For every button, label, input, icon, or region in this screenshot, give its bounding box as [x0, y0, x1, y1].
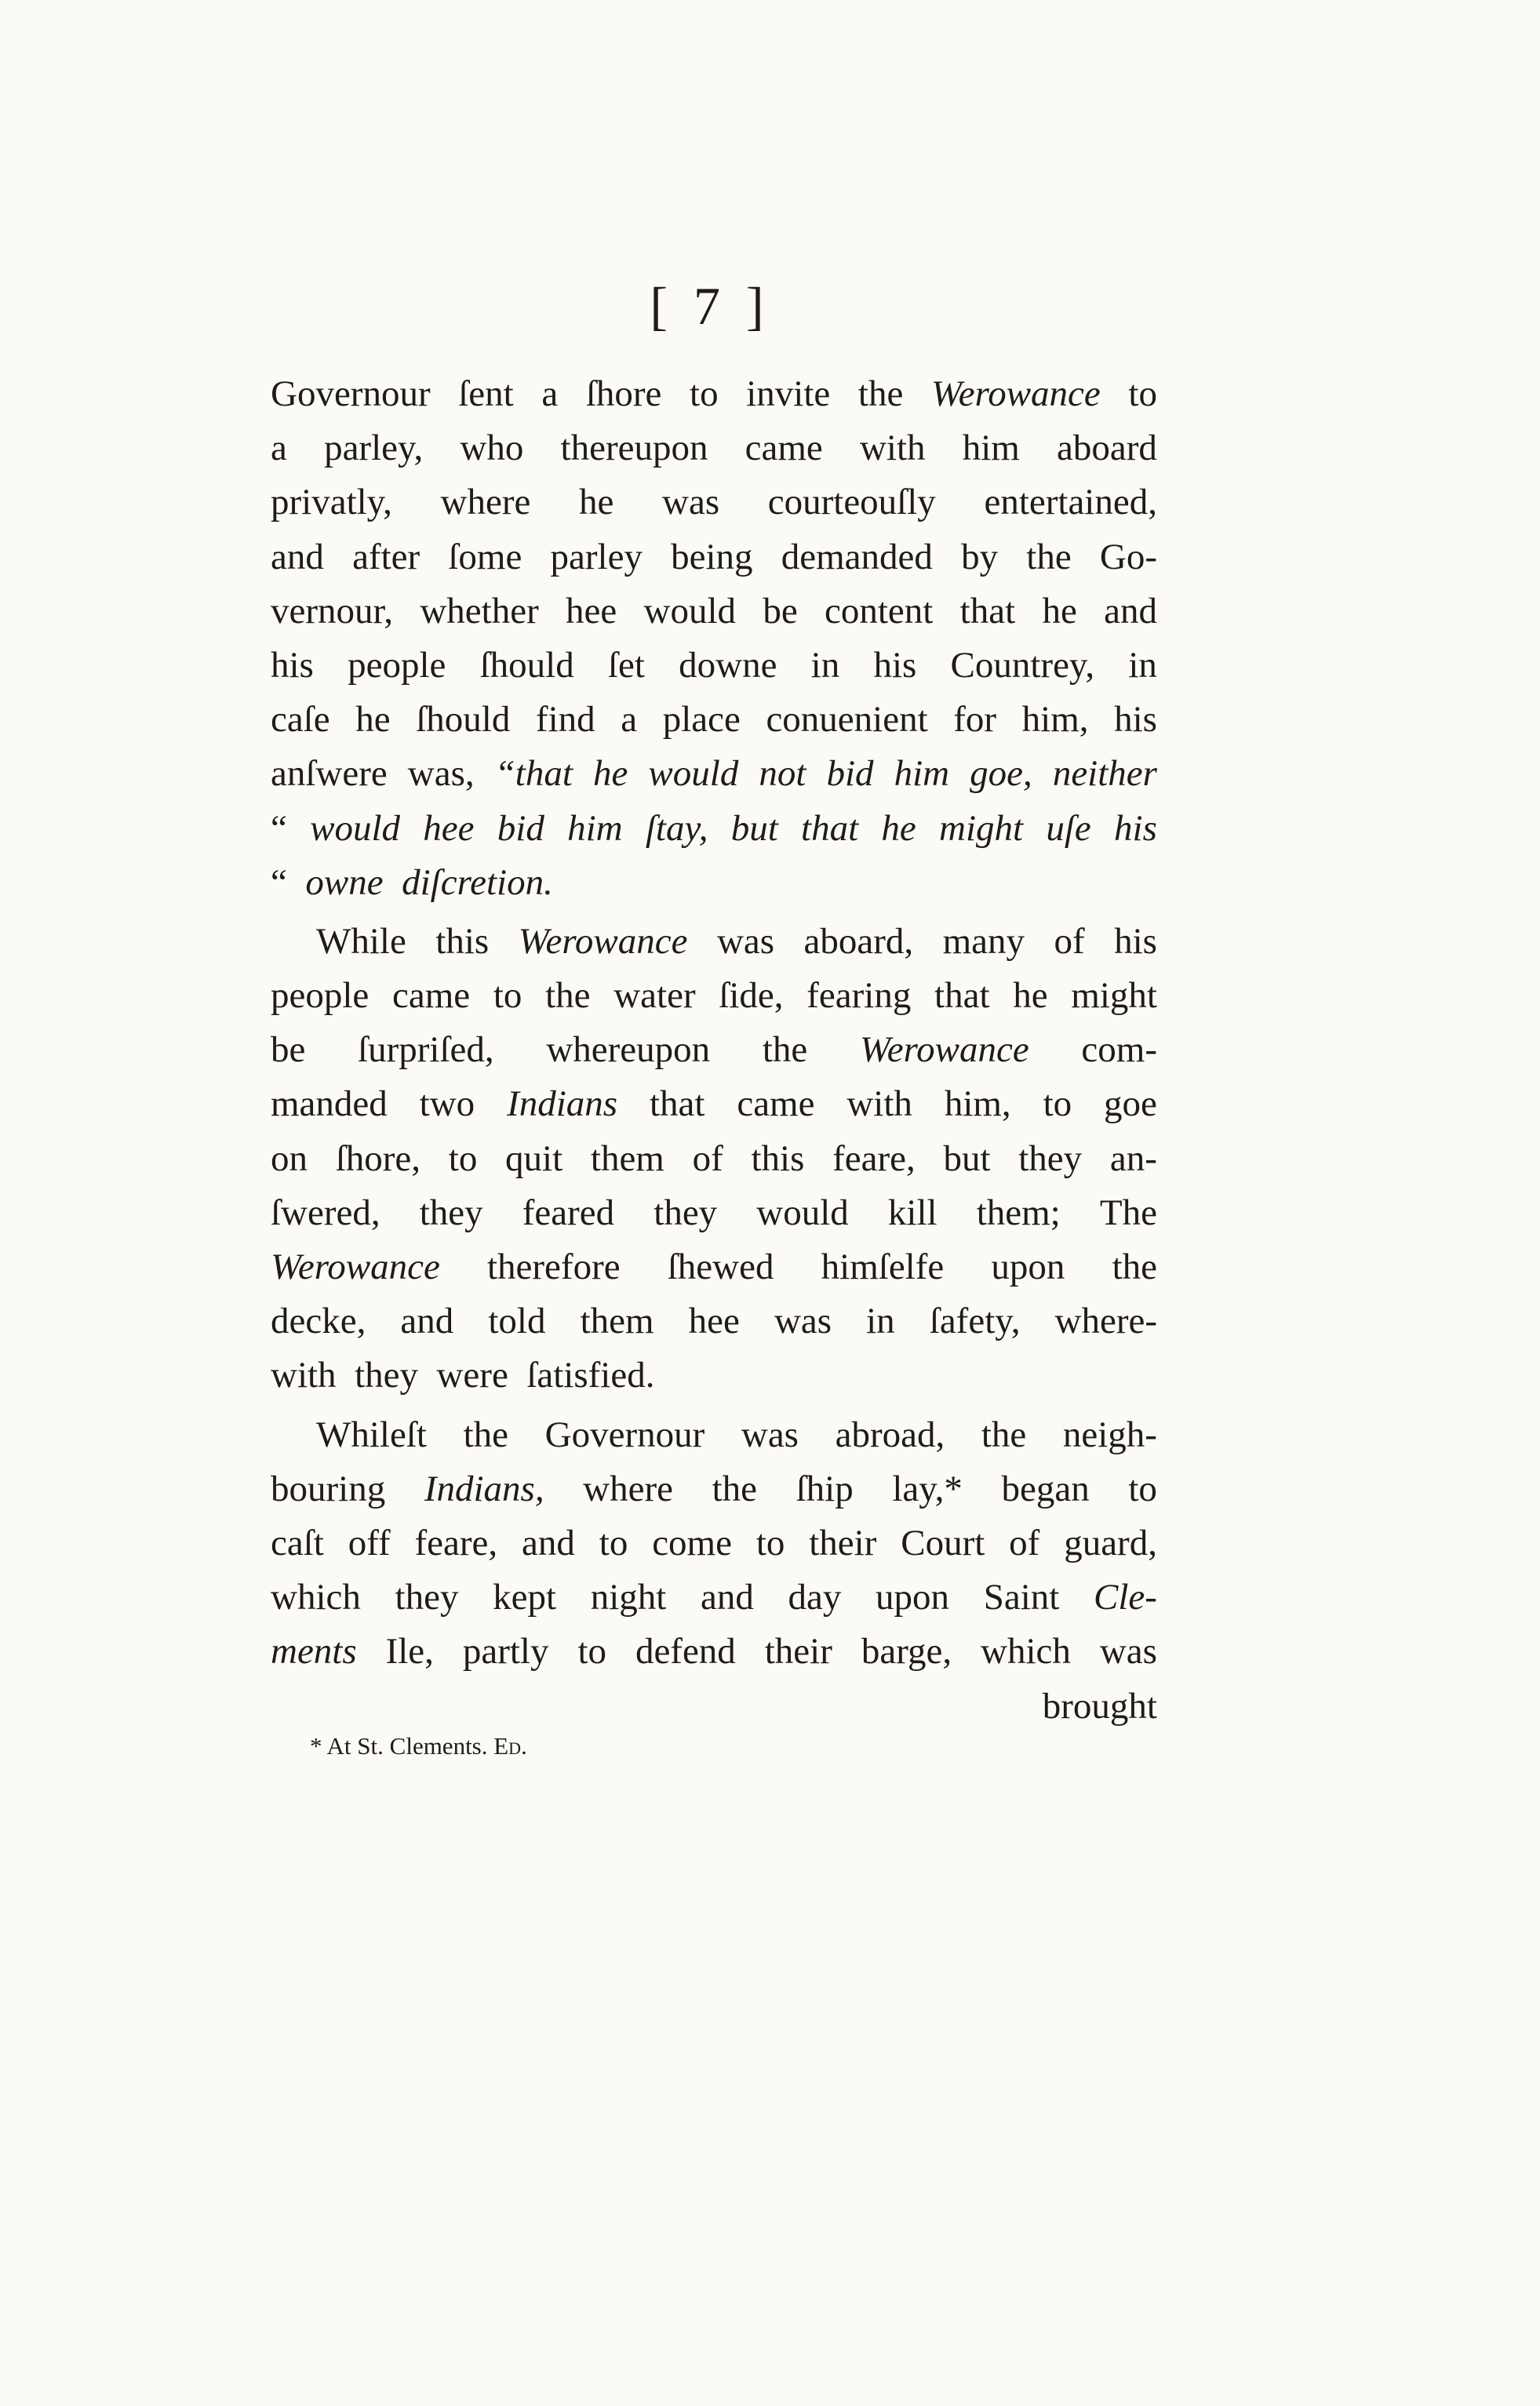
word: Indians, [424, 1468, 544, 1509]
word: the [762, 1029, 808, 1071]
word: Cle- [1093, 1577, 1157, 1618]
word: that [801, 807, 859, 849]
word: hee [423, 807, 475, 849]
word: to [1043, 1083, 1072, 1125]
word: was [774, 1301, 832, 1342]
word: that [649, 1083, 705, 1125]
word: guard, [1064, 1522, 1157, 1563]
text-line [271, 802, 1157, 856]
word: in [810, 644, 840, 686]
word: “ [271, 861, 287, 903]
word: parley, [324, 428, 424, 469]
word: and [522, 1522, 575, 1563]
word: a [271, 428, 287, 469]
word: barge, [861, 1631, 952, 1673]
footnote [310, 1734, 527, 1758]
word: of [692, 1137, 723, 1179]
word: told [488, 1301, 546, 1342]
word: he [592, 753, 628, 795]
word: The [1099, 1192, 1157, 1233]
word: “ [271, 807, 287, 849]
word: the [463, 1414, 509, 1455]
text-line [271, 1516, 1157, 1571]
word: neither [1052, 753, 1157, 795]
text-line [271, 1462, 1157, 1516]
word: Indians [507, 1083, 618, 1125]
word: ſhore [585, 373, 662, 414]
word: them [580, 1301, 654, 1342]
word: bid [826, 753, 874, 795]
word: he [355, 699, 391, 741]
word: Whileſt [316, 1414, 427, 1455]
word: ſhould [479, 644, 574, 686]
word: with [846, 1083, 912, 1125]
word: courteouſly [767, 482, 936, 523]
word: brought [1042, 1685, 1157, 1727]
word: quit [505, 1137, 563, 1179]
word: ments [271, 1631, 357, 1673]
word: water [613, 975, 696, 1017]
word: to [448, 1137, 478, 1179]
word: Werowance [271, 1247, 440, 1287]
word: ſome [448, 536, 522, 577]
word: thereupon [560, 428, 708, 469]
word: Court [901, 1522, 985, 1563]
word: ſhewed [667, 1247, 774, 1287]
word: that [934, 975, 990, 1017]
word: to [599, 1522, 628, 1563]
text-line [271, 1625, 1157, 1679]
word: his [271, 644, 314, 686]
text-line [271, 530, 1157, 584]
word: in [866, 1301, 895, 1342]
word: ſurpriſed, [358, 1029, 494, 1071]
word: upon [876, 1577, 950, 1618]
text-line [271, 1571, 1157, 1625]
word: day [788, 1577, 842, 1618]
word: upon [991, 1247, 1065, 1287]
word: be [763, 590, 798, 632]
word: that [959, 590, 1016, 632]
text-line [271, 915, 1157, 969]
word: hee [566, 590, 617, 632]
word: would [643, 590, 737, 632]
word: his [1114, 699, 1157, 741]
word: they [1018, 1137, 1083, 1179]
word: two [419, 1083, 475, 1125]
word: Werowance [859, 1029, 1029, 1071]
word: was [662, 482, 720, 523]
word: came [737, 1083, 815, 1125]
word: find [535, 699, 595, 741]
text-line [271, 1349, 1157, 1403]
word: ſatisfied. [526, 1355, 655, 1396]
word: owne [305, 861, 384, 903]
word: parley [550, 536, 643, 577]
text-line [271, 856, 1157, 910]
word: to [755, 1522, 785, 1563]
word: to [493, 975, 522, 1017]
word: manded [271, 1083, 388, 1125]
word: Saint [983, 1577, 1060, 1618]
word: for [953, 699, 997, 741]
word: where- [1054, 1301, 1157, 1342]
word: caſt [271, 1522, 324, 1563]
word: neigh- [1062, 1414, 1157, 1455]
word: they [419, 1192, 483, 1233]
word: defend [635, 1631, 736, 1673]
word: him [962, 428, 1020, 469]
word: ſhip [795, 1468, 854, 1509]
word: of [1009, 1522, 1040, 1563]
word: off [348, 1522, 391, 1563]
word: While [316, 920, 406, 962]
word: his [1114, 807, 1157, 849]
word: the [981, 1414, 1027, 1455]
word: hee [688, 1301, 740, 1342]
word: on [271, 1137, 308, 1179]
text-line [271, 747, 1157, 801]
body-text [271, 367, 1157, 1734]
word: his [873, 644, 917, 686]
word: by [961, 536, 999, 577]
word: content [825, 590, 934, 632]
word: uſe [1046, 807, 1091, 849]
text-line [271, 1240, 1157, 1294]
word: was, [407, 753, 475, 795]
word: downe [679, 644, 777, 686]
word: kill [887, 1192, 937, 1233]
text-line [271, 1077, 1157, 1131]
word: Governour [544, 1414, 705, 1455]
word: bid [497, 807, 544, 849]
word: Governour [271, 373, 431, 414]
word: Go- [1099, 536, 1157, 577]
word: being [671, 536, 753, 577]
word: lay,* [892, 1468, 963, 1509]
word: they [355, 1355, 418, 1396]
word: with [859, 428, 926, 469]
word: night [590, 1577, 667, 1618]
word: Werowance [518, 920, 688, 962]
word: in [1128, 644, 1157, 686]
word: ſide, [719, 975, 784, 1017]
word: entertained, [984, 482, 1157, 523]
word: come [652, 1522, 732, 1563]
word: was [1099, 1631, 1157, 1673]
word: ſhould [416, 699, 511, 741]
word: he [1013, 975, 1048, 1017]
word: which [981, 1631, 1071, 1673]
footnote-editor-mark: Ed. [493, 1732, 527, 1760]
word: where [583, 1468, 673, 1509]
word: would [648, 753, 739, 795]
word: he [1042, 590, 1077, 632]
word: he [881, 807, 916, 849]
word: Countrey, [950, 644, 1095, 686]
word: conuenient [766, 699, 928, 741]
word: vernour, [271, 590, 394, 632]
word: fearing [806, 975, 912, 1017]
word: but [943, 1137, 991, 1179]
word: abroad, [835, 1414, 945, 1455]
footnote-marker: * [310, 1732, 322, 1760]
word: caſe [271, 699, 330, 741]
text-line [271, 1186, 1157, 1240]
word: bouring [271, 1468, 386, 1509]
word: and [400, 1301, 454, 1342]
word: demanded [781, 536, 933, 577]
text-line [271, 1132, 1157, 1186]
word: them [590, 1137, 664, 1179]
word: ſtay, [645, 807, 708, 849]
footnote-text: At St. Clements. [326, 1732, 488, 1760]
word: and [1104, 590, 1157, 632]
word: them; [976, 1192, 1061, 1233]
text-line [271, 969, 1157, 1023]
word: their [764, 1631, 832, 1673]
word: invite [746, 373, 831, 414]
word: place [662, 699, 741, 741]
word: whether [420, 590, 539, 632]
text-line [271, 693, 1157, 747]
word: to [577, 1631, 606, 1673]
word: feare, [832, 1137, 916, 1179]
word: of [1054, 920, 1085, 962]
word: where [440, 482, 531, 523]
word: and [700, 1577, 754, 1618]
word: not [759, 753, 806, 795]
word: ſwered, [271, 1192, 380, 1233]
word: feare, [414, 1522, 498, 1563]
word: feared [522, 1192, 615, 1233]
page-number: [ 7 ] [650, 276, 770, 336]
word: whereupon [546, 1029, 711, 1071]
word: partly [462, 1631, 549, 1673]
word: this [751, 1137, 805, 1179]
text-line [271, 475, 1157, 530]
word: the [1026, 536, 1072, 577]
text-line [271, 1294, 1157, 1349]
word: decke, [271, 1301, 366, 1342]
word: ſafety, [929, 1301, 1021, 1342]
word: began [1001, 1468, 1090, 1509]
word: came [745, 428, 823, 469]
word: aboard, [803, 920, 914, 962]
word: a [541, 373, 559, 414]
word: com- [1081, 1029, 1157, 1071]
word: people [271, 975, 370, 1017]
text-line [271, 1408, 1157, 1462]
word: therefore [486, 1247, 621, 1287]
word: he [579, 482, 614, 523]
word: anſwere [271, 753, 388, 795]
word: but [730, 807, 778, 849]
word: would [310, 807, 401, 849]
word: were [436, 1355, 508, 1396]
word: this [435, 920, 490, 962]
word: was [741, 1414, 799, 1455]
word: an- [1109, 1137, 1157, 1179]
text-line [271, 367, 1157, 421]
word: “that [494, 753, 573, 795]
word: came [391, 975, 471, 1017]
word: their [809, 1522, 877, 1563]
word: to [1128, 373, 1157, 414]
word: the [1112, 1247, 1157, 1287]
word: and [271, 536, 324, 577]
word: people [348, 644, 446, 686]
word: they [653, 1192, 718, 1233]
word: might [1071, 975, 1157, 1017]
word: to [690, 373, 719, 414]
word: be [271, 1029, 306, 1071]
word: himſelfe [821, 1247, 945, 1287]
word: kept [493, 1577, 557, 1618]
text-line [271, 1023, 1157, 1077]
word: his [1114, 920, 1157, 962]
word: him [567, 807, 623, 849]
word: the [545, 975, 591, 1017]
word: goe, [970, 753, 1032, 795]
word: goe [1104, 1083, 1157, 1125]
text-line [271, 1680, 1157, 1734]
word: aboard [1057, 428, 1157, 469]
word: many [942, 920, 1025, 962]
word: him [894, 753, 950, 795]
word: which [271, 1577, 361, 1618]
word: the [712, 1468, 757, 1509]
word: they [395, 1577, 459, 1618]
word: who [460, 428, 524, 469]
word: was [716, 920, 775, 962]
word: him, [944, 1083, 1011, 1125]
word: ſent [458, 373, 514, 414]
word: with [271, 1355, 337, 1396]
word: diſcretion. [402, 861, 553, 903]
word: privatly, [271, 482, 392, 523]
word: ſet [607, 644, 645, 686]
word: Ile, [385, 1631, 434, 1673]
word: after [352, 536, 420, 577]
word: him, [1021, 699, 1089, 741]
word: might [939, 807, 1024, 849]
text-line [271, 421, 1157, 475]
text-line [271, 639, 1157, 693]
word: Werowance [930, 373, 1101, 414]
word: to [1128, 1468, 1157, 1509]
word: ſhore, [335, 1137, 421, 1179]
word: would [756, 1192, 849, 1233]
word: a [621, 699, 638, 741]
text-line [271, 584, 1157, 639]
word: the [857, 373, 904, 414]
